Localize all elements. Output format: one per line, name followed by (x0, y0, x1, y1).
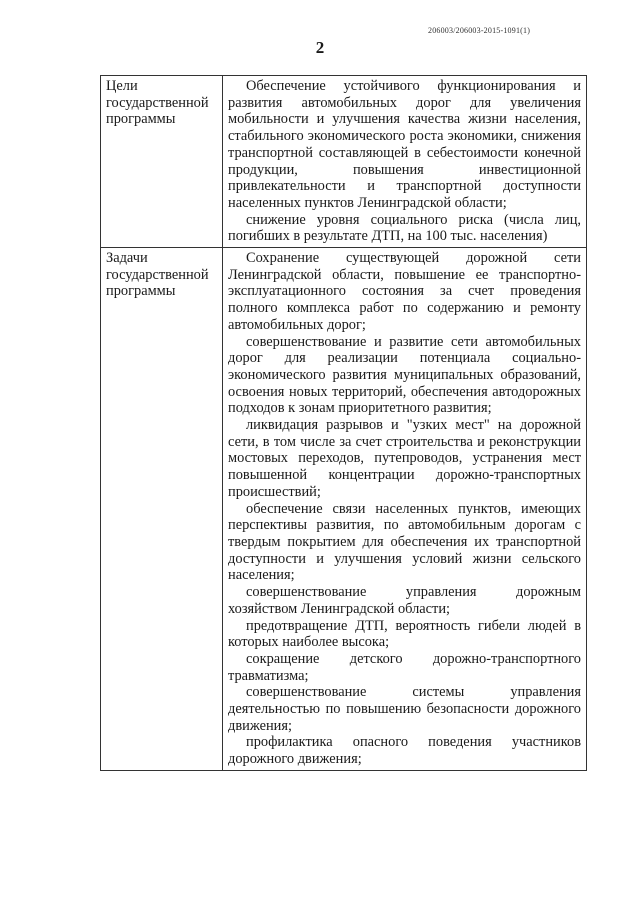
row-content-goals (223, 76, 587, 248)
task-paragraph: Сохранение существующей дорожной сети Ленинградской области, повышение ее транспортно-эксплуатационного состояния за счет проведения полного комплекса работ по содержанию и ремонту автомобильных дорог; (228, 250, 581, 333)
goal-paragraph: Обеспечение устойчивого функционирования и развития автомобильных дорог для увеличения мобильности и улучшения качества жизни населения, стабильного экономического роста экономики, снижения транспортной составляющей в себестоимости конечной продукции, повышения инвестиционной привлекательности и транспортной доступности населенных пунктов Ленинградской области; (228, 78, 581, 211)
task-paragraph: совершенствование управления дорожным хозяйством Ленинградской области; (228, 584, 581, 617)
table-row-goals (101, 76, 587, 248)
task-paragraph: совершенствование системы управления деятельностью по повышению безопасности дорожного движения; (228, 684, 581, 734)
task-paragraph: профилактика опасного поведения участников дорожного движения; (228, 734, 581, 768)
program-table (100, 75, 587, 771)
table-row-tasks (101, 248, 587, 771)
task-paragraph: предотвращение ДТП, вероятность гибели людей в которых наиболее высока; (228, 617, 581, 651)
page-number: 2 (315, 38, 325, 57)
task-paragraph: сокращение детского дорожно-транспортного травматизма; (228, 650, 581, 684)
task-paragraph: совершенствование и развитие сети автомобильных дорог для реализации потенциала социально-экономического развития муниципальных образований, освоения новых территорий, обеспечения автодорожных подходов к зонам приоритетного развития; (228, 333, 581, 417)
row-label-goals: Цели государственной программы (101, 76, 223, 248)
task-paragraph: обеспечение связи населенных пунктов, имеющих перспективы развития, по автомобильным дорогам с твердым покрытием для обеспечения их транспортной доступности и улучшения условий жизни сельского населения; (228, 500, 581, 584)
row-label-tasks: Задачи государственной программы (101, 248, 223, 771)
row-content-tasks (223, 248, 587, 771)
goal-paragraph: снижение уровня социального риска (числа лиц, погибших в результате ДТП, на 100 тыс. населения) (228, 211, 581, 245)
document-id: 206003/206003-2015-1091(1) (428, 26, 531, 35)
task-paragraph: ликвидация разрывов и "узких мест" на дорожной сети, в том числе за счет строительства и реконструкции мостовых переходов, путепроводов, устранения мест повышенной концентрации дорожно-транспортных происшествий; (228, 417, 581, 500)
